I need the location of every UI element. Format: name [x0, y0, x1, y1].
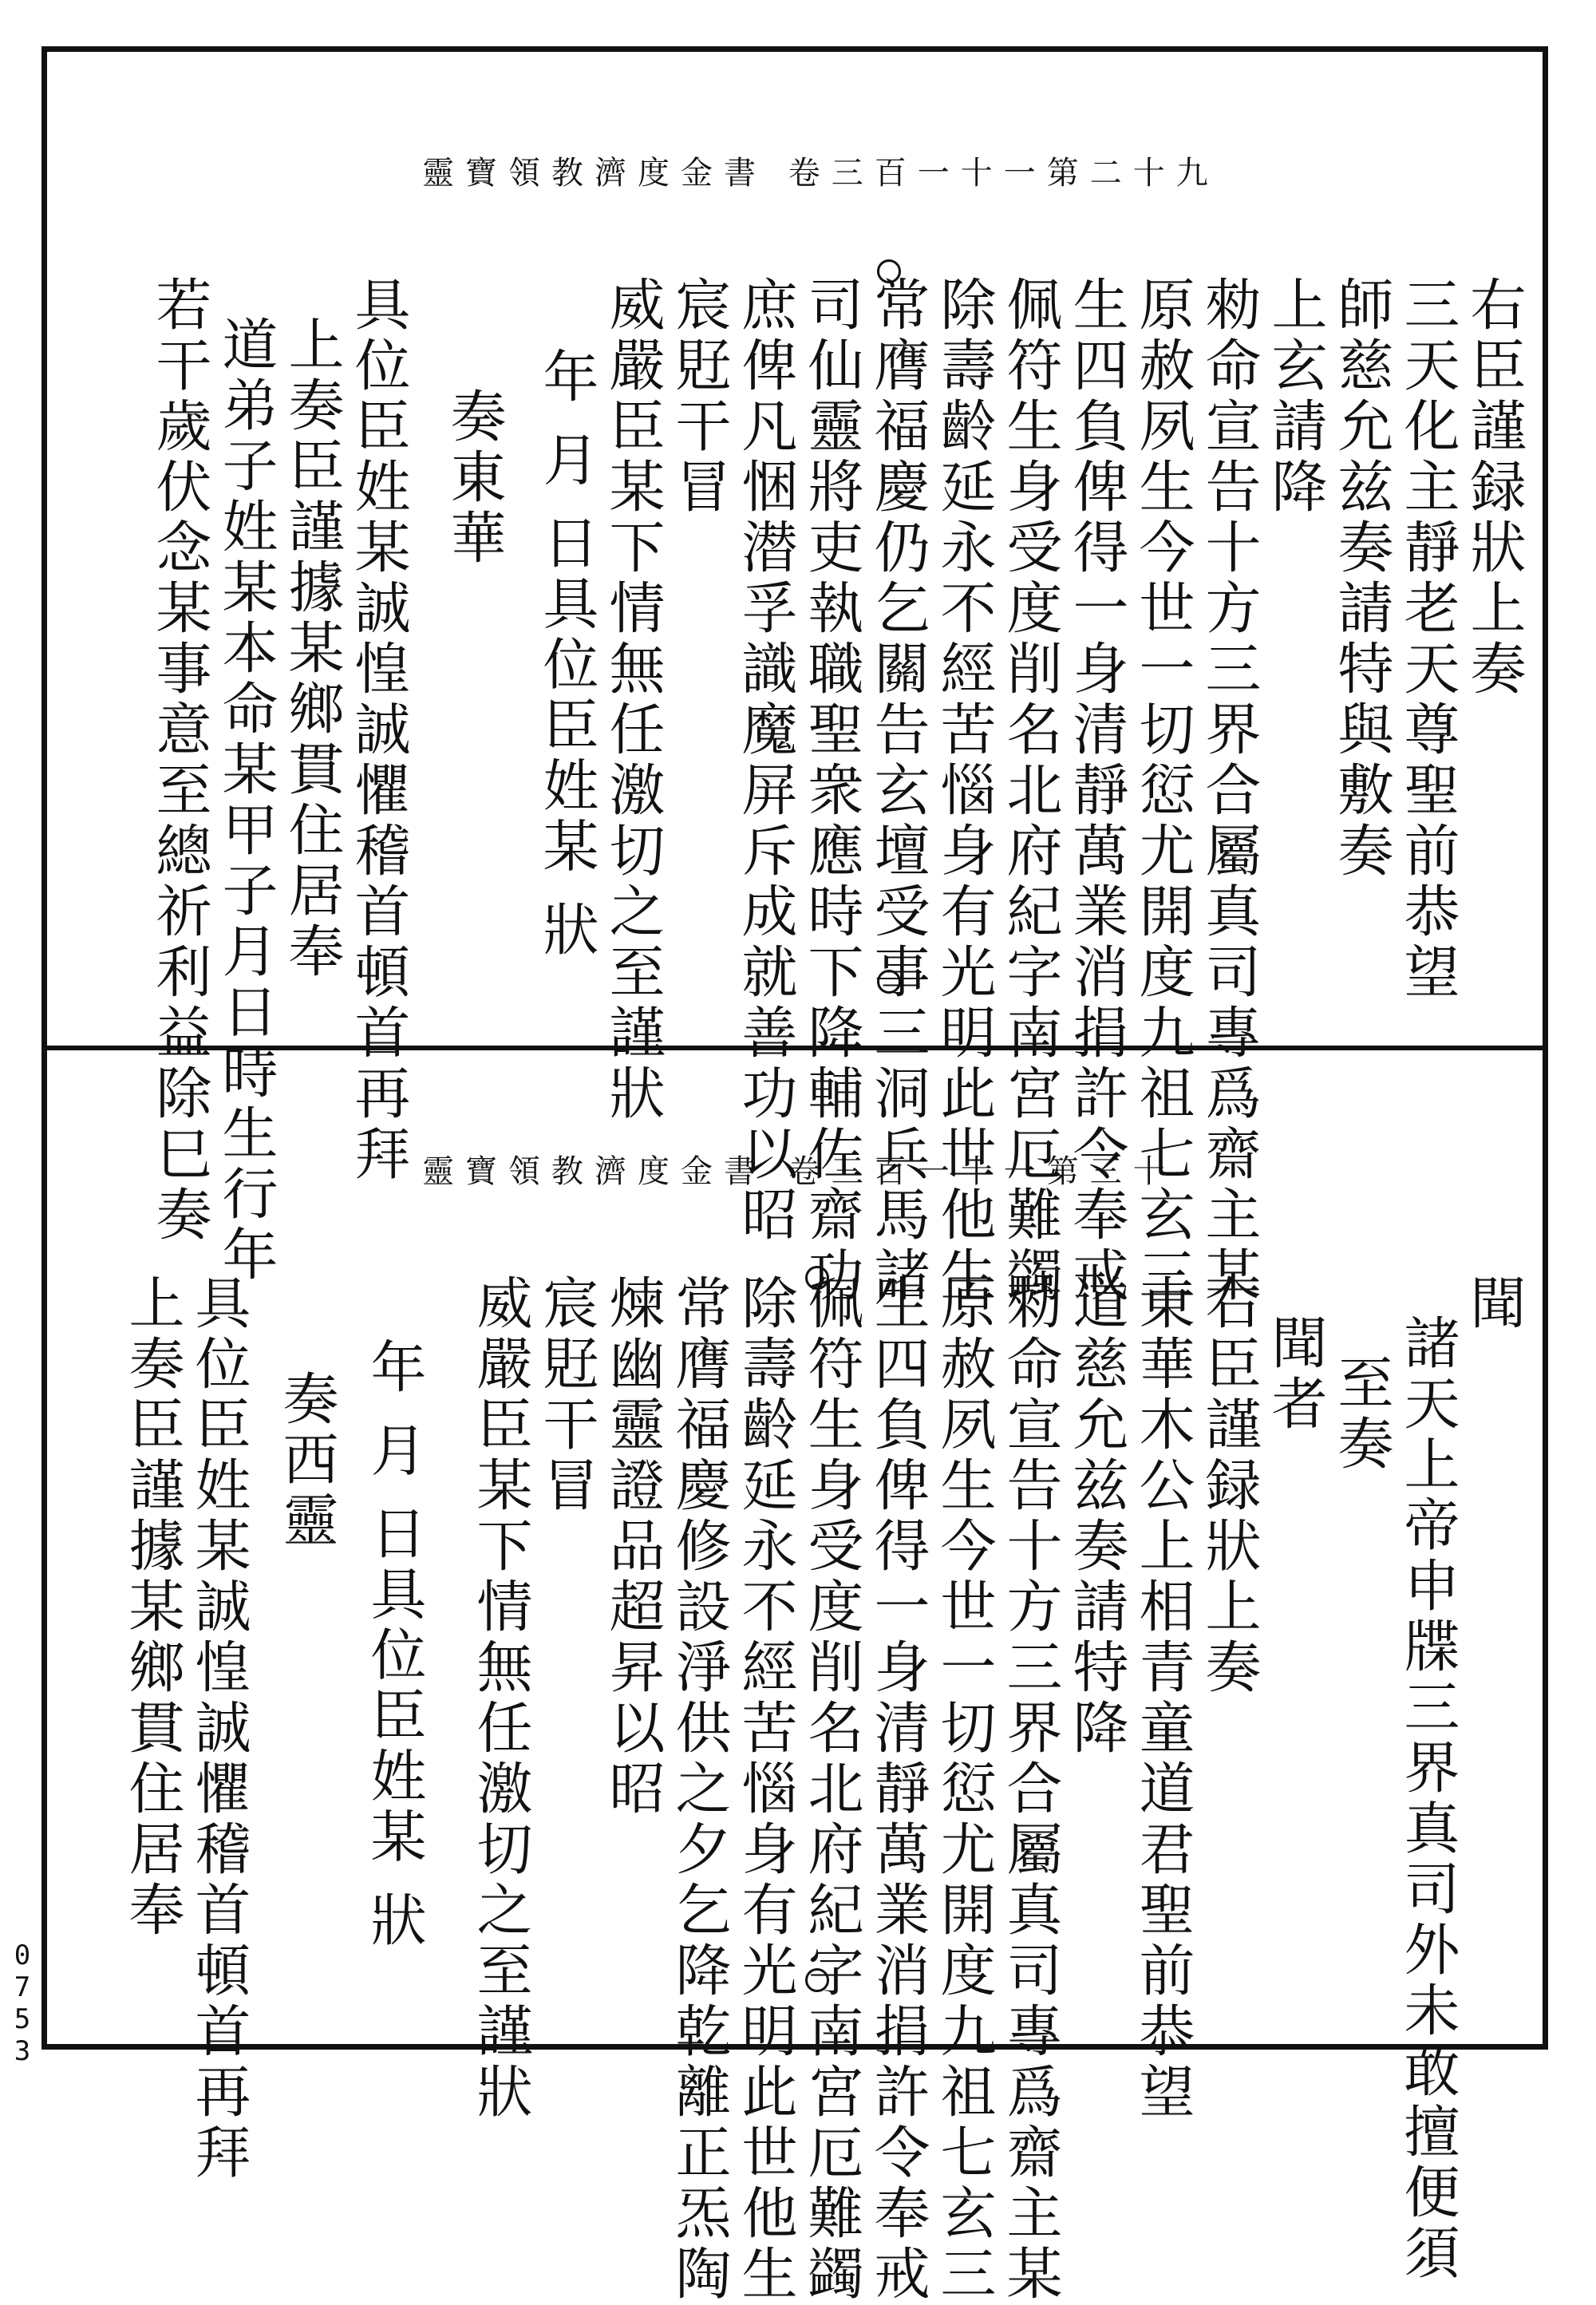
page-frame: [41, 46, 1548, 2305]
bottom-column-13: 常膺福慶修設淨供之夕乞降乾離正炁陶: [666, 1274, 732, 2305]
bottom-column-16: 威嚴臣某下情無任激切之至謹狀: [468, 1274, 533, 2123]
top-column-16: 奏東華: [441, 387, 507, 569]
bottom-column-7: 道慈允兹奏請特降: [1064, 1274, 1129, 1759]
top-column-18: 上奏臣謹據某鄉貫住居奉: [279, 315, 345, 982]
top-column-8: 佩符生身受度削名北府紀字南宮厄難蠲: [998, 275, 1063, 1307]
top-column-19: 道弟子姓某本命某甲子月日時生行年: [213, 315, 279, 1286]
bottom-half-page: [47, 1050, 1543, 2305]
bottom-column-2: 諸天上帝申牒三界真司外未敢擅便須: [1395, 1314, 1460, 2284]
bottom-column-12: 除壽齡延永不經苦惱身有光明此世他生: [733, 1274, 798, 2305]
top-column-6: 原赦夙生今世一切愆尤開度九祖七玄三: [1130, 275, 1195, 1307]
top-column-1: 右臣謹録狀上奏: [1461, 275, 1527, 700]
punctuation-circle: [805, 1266, 829, 1290]
bottom-column-19: 具位臣姓某誠惶誠懼稽首頓首再拜: [186, 1274, 251, 2184]
top-column-20: 若干歲伏念某事意至總祈利益除巳奏: [147, 275, 212, 1246]
punctuation-circle: [877, 970, 901, 994]
top-column-10: 常膺福慶仍乞關告玄壇受事三洞兵馬諸: [865, 275, 930, 1307]
top-column-3: 師慈允兹奏請特與敷奏: [1329, 275, 1394, 882]
punctuation-circle: [805, 1968, 829, 1992]
top-column-15: 年 月 日具位臣姓某 狀: [534, 347, 599, 961]
top-page-header: 靈寶領教濟度金書 卷三百一十一第二十九: [422, 155, 1219, 192]
top-column-4: 上玄請降: [1262, 275, 1328, 518]
bottom-column-4: 聞者: [1262, 1314, 1328, 1435]
bottom-column-1: 聞: [1461, 1274, 1527, 1334]
bottom-column-5: 右臣謹録狀上奏: [1196, 1274, 1262, 1698]
top-column-13: 宸覎干冒: [666, 275, 732, 518]
top-column-5: 勑命宣告十方三界合屬真司專爲齋主某: [1196, 275, 1262, 1307]
bottom-column-17: 年 月 日具位臣姓某 狀: [361, 1338, 427, 1951]
bottom-column-8: 勑命宣告十方三界合屬真司專爲齋主某: [998, 1274, 1063, 2305]
page-number: 0753: [6, 1939, 38, 2067]
punctuation-circle: [877, 259, 901, 283]
top-column-7: 生四負俾得一身清靜萬業消捐許令奉戒: [1064, 275, 1129, 1307]
bottom-column-6: 東華木公上相青童道君聖前恭望: [1130, 1274, 1195, 2123]
bottom-column-11: 佩符生身受度削名北府紀字南宮厄難蠲: [799, 1274, 864, 2305]
bottom-column-18: 奏西靈: [274, 1370, 339, 1552]
top-column-2: 三天化主靜老天尊聖前恭望: [1395, 275, 1460, 1003]
bottom-column-15: 宸覎干冒: [534, 1274, 599, 1516]
bottom-column-9: 原赦夙生今世一切愆尤開度九祖七玄三: [931, 1274, 997, 2305]
top-column-9: 除壽齡延永不經苦惱身有光明此世他生: [931, 275, 997, 1307]
top-column-12: 庶俾凡悃潜孚識魔屏斥成就善功以昭: [733, 275, 798, 1246]
top-column-14: 威嚴臣某下情無任激切之至謹狀: [600, 275, 666, 1125]
bottom-page-header: 靈寶領教濟度金書 卷三百一十一第三十: [422, 1153, 1176, 1190]
bottom-column-14: 煉幽靈證品超昇以昭: [600, 1274, 666, 1820]
top-column-11: 司仙靈將吏執職聖衆應時下降輔佐齋功: [799, 275, 864, 1307]
bottom-column-10: 生四負俾得一身清靜萬業消捐許令奉戒: [865, 1274, 930, 2305]
top-column-17: 具位臣姓某誠惶誠懼稽首頓首再拜: [346, 275, 411, 1185]
bottom-column-20: 上奏臣謹據某鄉貫住居奉: [120, 1274, 185, 1941]
bottom-column-3: 至奏: [1329, 1354, 1394, 1475]
